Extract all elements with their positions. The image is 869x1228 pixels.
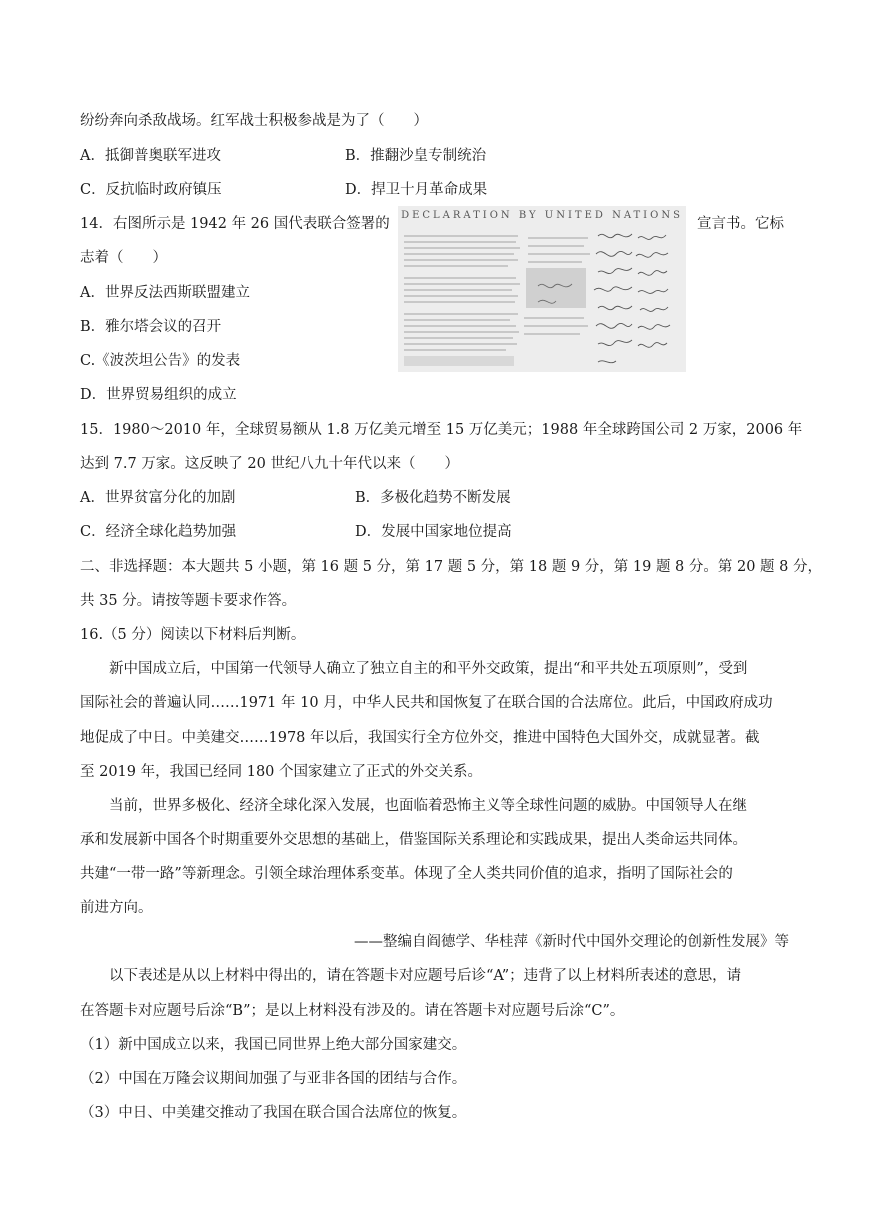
q13-option-b: B．推翻沙皇专制统治	[345, 148, 487, 164]
q16-title: 16.（5 分）阅读以下材料后判断。	[80, 627, 306, 643]
q15-stem-line2: 达到 7.7 万家。这反映了 20 世纪八九十年代以来（ ）	[80, 456, 459, 472]
q16-p2-line1: 当前，世界多极化、经济全球化深入发展，也面临着恐怖主义等全球性问题的威胁。中国领导人在继	[109, 798, 747, 814]
q13-option-d: D．捍卫十月革命成果	[345, 182, 488, 198]
q14-stem-part3: 志着（ ）	[80, 250, 167, 266]
q16-p1-line3: 地促成了中日。中美建交……1978 年以后，我国实行全方位外交，推进中国特色大国外交，成就显著。截	[80, 730, 760, 746]
q16-instruction-line2: 在答题卡对应题号后涂“B”；是以上材料没有涉及的。请在答题卡对应题号后涂“C”。	[80, 1003, 625, 1019]
q16-p2-line2: 承和发展新中国各个时期重要外交思想的基础上，借鉴国际关系理论和实践成果，提出人类命运共同体。	[80, 832, 747, 848]
q15-option-c: C．经济全球化趋势加强	[80, 524, 237, 540]
q14-stem-part1: 14．右图所示是 1942 年 26 国代表联合签署的	[80, 216, 390, 232]
q15-option-b: B．多极化趋势不断发展	[355, 490, 511, 506]
q14-option-b: B．雅尔塔会议的召开	[80, 319, 222, 335]
q16-item-3: （3）中日、中美建交推动了我国在联合国合法席位的恢复。	[80, 1105, 467, 1121]
q14-option-d: D．世界贸易组织的成立	[80, 387, 237, 403]
q16-instruction-line1: 以下表述是从以上材料中得出的，请在答题卡对应题号后诊“A”；违背了以上材料所表述的意思，请	[109, 968, 742, 984]
q14-option-a: A．世界反法西斯联盟建立	[80, 285, 250, 301]
q15-stem-line1: 15．1980～2010 年，全球贸易额从 1.8 万亿美元增至 15 万亿美元；1988 年全球跨国公司 2 万家，2006 年	[80, 422, 803, 438]
q14-stem-part2: 宣言书。它标	[697, 216, 784, 232]
q16-item-1: （1）新中国成立以来，我国已同世界上绝大部分国家建交。	[80, 1037, 467, 1053]
q15-option-a: A．世界贫富分化的加剧	[80, 490, 236, 506]
declaration-document-image	[398, 206, 686, 372]
q16-p1-line4: 至 2019 年，我国已经同 180 个国家建立了正式的外交关系。	[80, 764, 483, 780]
q14-option-c: C.《波茨坦公告》的发表	[80, 353, 241, 369]
q13-stem: 纷纷奔向杀敌战场。红军战士积极参战是为了（ ）	[80, 113, 428, 129]
figure-caption: DECLARATION BY UNITED NATIONS	[401, 210, 683, 221]
section2-heading-line2: 共 35 分。请按等题卡要求作答。	[80, 593, 297, 609]
q16-p1-line2: 国际社会的普遍认同……1971 年 10 月，中华人民共和国恢复了在联合国的合法席位。此后，中国政府成功	[80, 695, 773, 711]
q13-option-a: A．抵御普奥联军进攻	[80, 148, 221, 164]
q16-p1-line1: 新中国成立后，中国第一代领导人确立了独立自主的和平外交政策，提出“和平共处五项原则”，受到	[109, 661, 748, 677]
q13-option-c: C．反抗临时政府镇压	[80, 182, 222, 198]
q16-p2-line3: 共建“一带一路”等新理念。引领全球治理体系变革。体现了全人类共同价值的追求，指明了国际社会的	[80, 866, 733, 882]
q16-item-2: （2）中国在万隆会议期间加强了与亚非各国的团结与合作。	[80, 1071, 467, 1087]
declaration-scan-graphic	[398, 206, 686, 372]
q16-source: ——整编自阎德学、华桂萍《新时代中国外交理论的创新性发展》等	[354, 934, 789, 950]
section2-heading-line1: 二、非选择题：本大题共 5 小题，第 16 题 5 分，第 17 题 5 分，第 18 题 9 分，第 19 题 8 分。第 20 题 8 分，	[80, 559, 823, 575]
q15-option-d: D．发展中国家地位提高	[355, 524, 512, 540]
q16-p2-line4: 前进方向。	[80, 900, 153, 916]
